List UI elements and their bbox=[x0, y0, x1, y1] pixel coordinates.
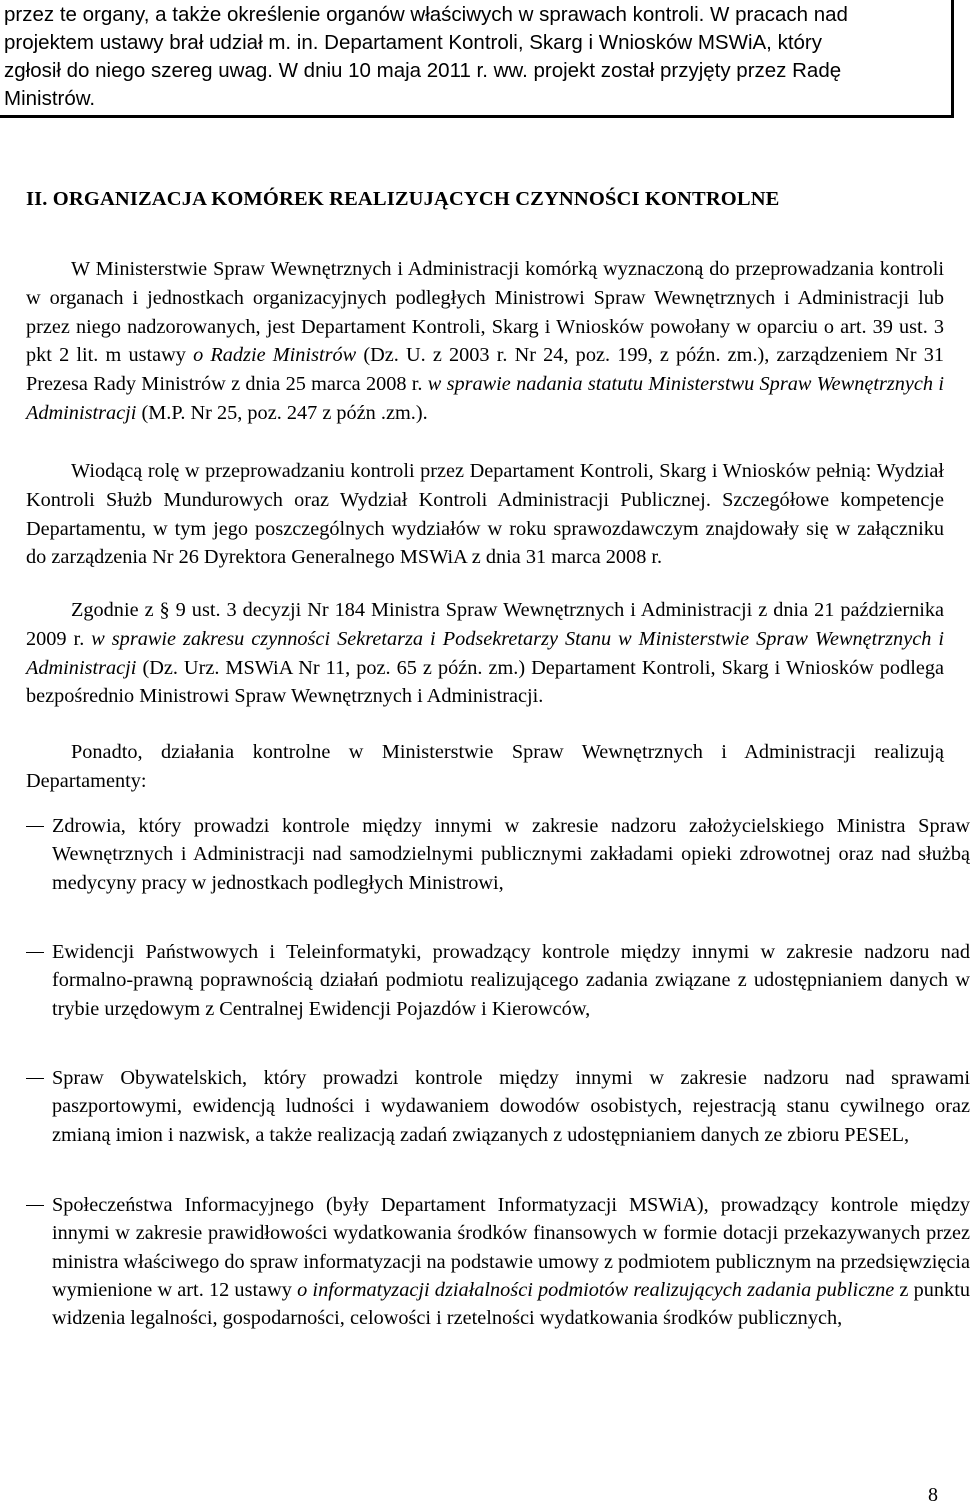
italic-title: o Radzie Ministrów bbox=[193, 344, 357, 367]
paragraph-decision bbox=[26, 596, 944, 711]
dash-bullet bbox=[26, 826, 44, 827]
box-line: przez te organy, a także określenie organów właściwych w sprawach kontroli. W pracach nad bbox=[4, 3, 848, 26]
text: Wiodącą rolę w przeprowadzaniu kontroli przez Departament Kontroli, Skarg i Wniosków pełnią: Wydział Kontroli Służb Mundurowych oraz Wydział Kontroli Administracji Publicznej. Szczegółowe kompetencje Departamentu, w tym jego poszczególnych wydziałów w roku sprawozdawczym znajdowały się w załączniku do zarządzenia Nr 26 Dyrektora Generalnego MSWiA z dnia 31 marca 2008 r. bbox=[26, 460, 944, 569]
dash-bullet bbox=[26, 952, 44, 953]
italic-title: w sprawie nadania statutu Ministerstwu Spraw Wewnętrznych i Administracji bbox=[26, 373, 944, 424]
text: Ponadto, działania kontrolne w Ministerstwie Spraw Wewnętrznych i Administracji realizują Departamenty: bbox=[26, 741, 944, 792]
text: Społeczeństwa Informacyjnego (były Departament Informatyzacji MSWiA), prowadzący kontrole między innymi w zakresie prawidłowości wydatkowania środków finansowych w formie dotacji przekazywanych przez ministra właściwego do spraw informatyzacji na podstawie umowy z podmiotem publicznym na przedsięwzięcia wymienione w art. 12 ustawy bbox=[52, 1194, 970, 1301]
section-heading: II. ORGANIZACJA KOMÓREK REALIZUJĄCYCH CZYNNOŚCI KONTROLNE bbox=[26, 188, 780, 210]
italic-title: o informatyzacji działalności podmiotów realizujących zadania publiczne bbox=[297, 1278, 895, 1301]
list-item-text: Ewidencji Państwowych i Teleinformatyki, prowadzący kontrole między innymi w zakresie nadzoru nad formalno-prawną poprawnością działań podmiotu realizującego zadania związane z udostępnianiem danych w trybie urzędowym z Centralnej Ewidencji Pojazdów i Kierowców, bbox=[52, 941, 970, 1020]
previous-page-box bbox=[0, 0, 954, 118]
list-item-text: Zdrowia, który prowadzi kontrole między innymi w zakresie nadzoru założycielskiego Ministra Spraw Wewnętrznych i Administracji nad samodzielnymi publicznymi zakładami opieki zdrowotnej oraz nad służbą medycyny pracy w jednostkach podległych Ministrowi, bbox=[52, 815, 970, 894]
text: z punktu widzenia legalności, gospodarności, celowości i rzetelności wydatkowania środków publicznych, bbox=[52, 1278, 970, 1330]
dash-bullet bbox=[26, 1205, 44, 1206]
text: (Dz. U. z 2003 r. Nr 24, poz. 199, z późn. zm.), zarządzeniem Nr 31 Prezesa Rady Ministrów z dnia 25 marca 2008 r. bbox=[26, 344, 944, 396]
text: W Ministerstwie Spraw Wewnętrznych i Administracji komórką wyznaczoną do przeprowadzania kontroli w organach i jednostkach organizacyjnych podległych Ministrowi Spraw Wewnętrznych i Administracji lub przez niego nadzorowanych, jest Departament Kontroli, Skarg i Wniosków powołany w oparciu o art. 39 ust. 3 pkt 2 lit. m ustawy bbox=[26, 258, 944, 367]
paragraph-legal-basis bbox=[26, 255, 944, 428]
list-item-text: Spraw Obywatelskich, który prowadzi kontrole między innymi w zakresie nadzoru nad sprawami paszportowymi, ewidencją ludności i wydawaniem dowodów osobistych, rejestracją stanu cywilnego oraz zmianą imion i nazwisk, a także realizacją zadań związanych z udostępnianiem danych ze zbioru PESEL, bbox=[52, 1067, 970, 1146]
text: (Dz. Urz. MSWiA Nr 11, poz. 65 z późn. zm.) Departament Kontroli, Skarg i Wniosków podlega bezpośrednio Ministrowi Spraw Wewnętrznych i Administracji. bbox=[26, 656, 944, 708]
text: Zgodnie z § 9 ust. 3 decyzji Nr 184 Ministra Spraw Wewnętrznych i Administracji z dnia 21 października 2009 r. bbox=[26, 599, 944, 650]
dash-bullet bbox=[26, 1078, 44, 1079]
paragraph-departments-intro bbox=[26, 738, 944, 796]
text: (M.P. Nr 25, poz. 247 z późn .zm.). bbox=[136, 401, 428, 424]
box-line: Ministrów. bbox=[4, 87, 96, 110]
box-line: zgłosił do niego szereg uwag. W dniu 10 maja 2011 r. ww. projekt został przyjęty przez Radę bbox=[4, 59, 842, 82]
page-number: 8 bbox=[928, 1484, 938, 1506]
paragraph-leading-role bbox=[26, 457, 944, 572]
box-line: projektem ustawy brał udział m. in. Departament Kontroli, Skarg i Wniosków MSWiA, który bbox=[4, 31, 822, 54]
list-item-text bbox=[52, 1191, 970, 1332]
italic-title: w sprawie zakresu czynności Sekretarza i Podsekretarzy Stanu w Ministerstwie Spraw Wewnętrznych i Administracji bbox=[26, 627, 944, 679]
